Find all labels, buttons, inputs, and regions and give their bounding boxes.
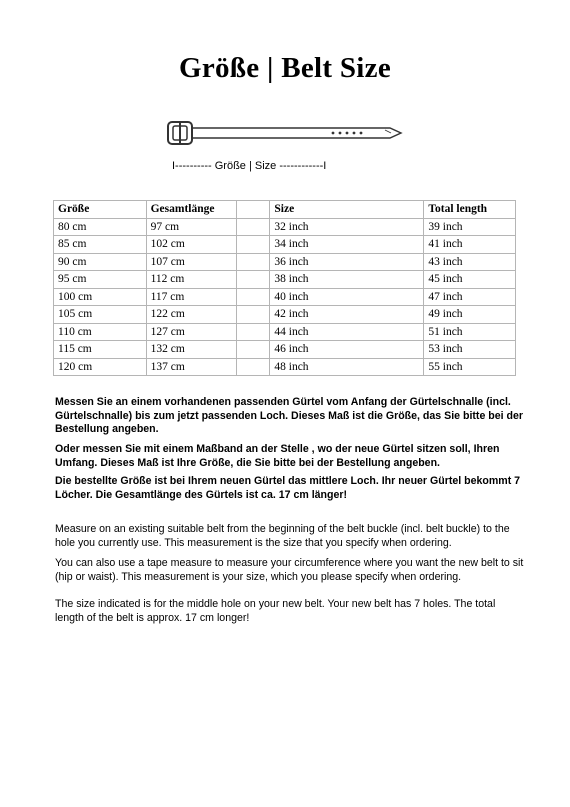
english-paragraph-3: The size indicated is for the middle hole on your new belt. Your new belt has 7 holes. The total length of the belt is approx. 17 cm longer! [55,598,496,624]
table-cell [237,288,270,306]
table-row [54,271,516,289]
table-row [54,341,516,359]
table-cell: 38 inch [270,271,424,289]
size-table [53,200,516,376]
header-cell: Gesamtlänge [146,201,237,219]
table-row [54,323,516,341]
table-cell: 44 inch [270,323,424,341]
table-row [54,218,516,236]
page-title: Größe | Belt Size [178,52,392,84]
table-row [54,358,516,376]
german-paragraph-1: Messen Sie an einem vorhandenen passenden Gürtel vom Anfang der Gürtelschnalle (incl. Gürtelschnalle) bis zum jetzt passenden Loch. Dieses Maß ist die Größe, das Sie bitte bei der Bestellung angeben. [55,396,524,435]
table-cell: 122 cm [146,306,237,324]
english-paragraph-1: Measure on an existing suitable belt from the beginning of the belt buckle (incl. belt buckle) to the hole you currently use. This measurement is the size that you specify when ordering. [55,523,510,549]
table-cell: 53 inch [424,341,516,359]
table-cell: 85 cm [54,236,147,254]
table-cell: 48 inch [270,358,424,376]
table-cell: 115 cm [54,341,147,359]
table-cell: 46 inch [270,341,424,359]
table-cell [237,323,270,341]
belt-illustration [165,118,405,148]
table-cell: 40 inch [270,288,424,306]
table-row [54,306,516,324]
table-cell: 97 cm [146,218,237,236]
table-cell [237,358,270,376]
table-cell: 47 inch [424,288,516,306]
header-cell: Size [270,201,424,219]
table-cell: 107 cm [146,253,237,271]
table-cell: 137 cm [146,358,237,376]
table-cell [237,306,270,324]
table-cell: 55 inch [424,358,516,376]
table-cell: 132 cm [146,341,237,359]
table-cell: 127 cm [146,323,237,341]
table-cell [237,253,270,271]
table-cell: 42 inch [270,306,424,324]
table-cell: 80 cm [54,218,147,236]
table-header-row [54,201,516,219]
header-cell: Total length [424,201,516,219]
table-cell [237,218,270,236]
table-cell [237,341,270,359]
table-cell: 36 inch [270,253,424,271]
table-cell [237,236,270,254]
table-cell: 112 cm [146,271,237,289]
table-cell: 100 cm [54,288,147,306]
table-cell: 45 inch [424,271,516,289]
table-cell: 51 inch [424,323,516,341]
header-cell [237,201,270,219]
table-cell: 117 cm [146,288,237,306]
table-cell: 34 inch [270,236,424,254]
english-paragraph-2: You can also use a tape measure to measure your circumference where you want the new belt to sit (hip or waist). This measurement is your size, which you please specify when ordering. [55,557,524,583]
table-row [54,253,516,271]
size-measure-label: I---------- Größe | Size ------------I [172,160,327,172]
german-paragraph-2: Oder messen Sie mit einem Maßband an der Stelle , wo der neue Gürtel sitzen soll, Ihren Umfang. Dieses Maß ist Ihre Größe, die Sie bitte bei der Bestellung angeben. [55,443,500,469]
table-row [54,236,516,254]
table-cell: 32 inch [270,218,424,236]
header-cell: Größe [54,201,147,219]
table-cell: 90 cm [54,253,147,271]
table-cell: 43 inch [424,253,516,271]
german-paragraph-3: Die bestellte Größe ist bei Ihrem neuen Gürtel das mittlere Loch. Ihr neuer Gürtel bekommt 7 Löcher. Die Gesamtlänge des Gürtels ist ca. 17 cm länger! [55,475,521,501]
table-row [54,288,516,306]
table-cell: 120 cm [54,358,147,376]
table-cell: 110 cm [54,323,147,341]
table-cell: 95 cm [54,271,147,289]
table-cell [237,271,270,289]
table-cell: 49 inch [424,306,516,324]
table-cell: 39 inch [424,218,516,236]
table-cell: 105 cm [54,306,147,324]
table-cell: 41 inch [424,236,516,254]
table-cell: 102 cm [146,236,237,254]
